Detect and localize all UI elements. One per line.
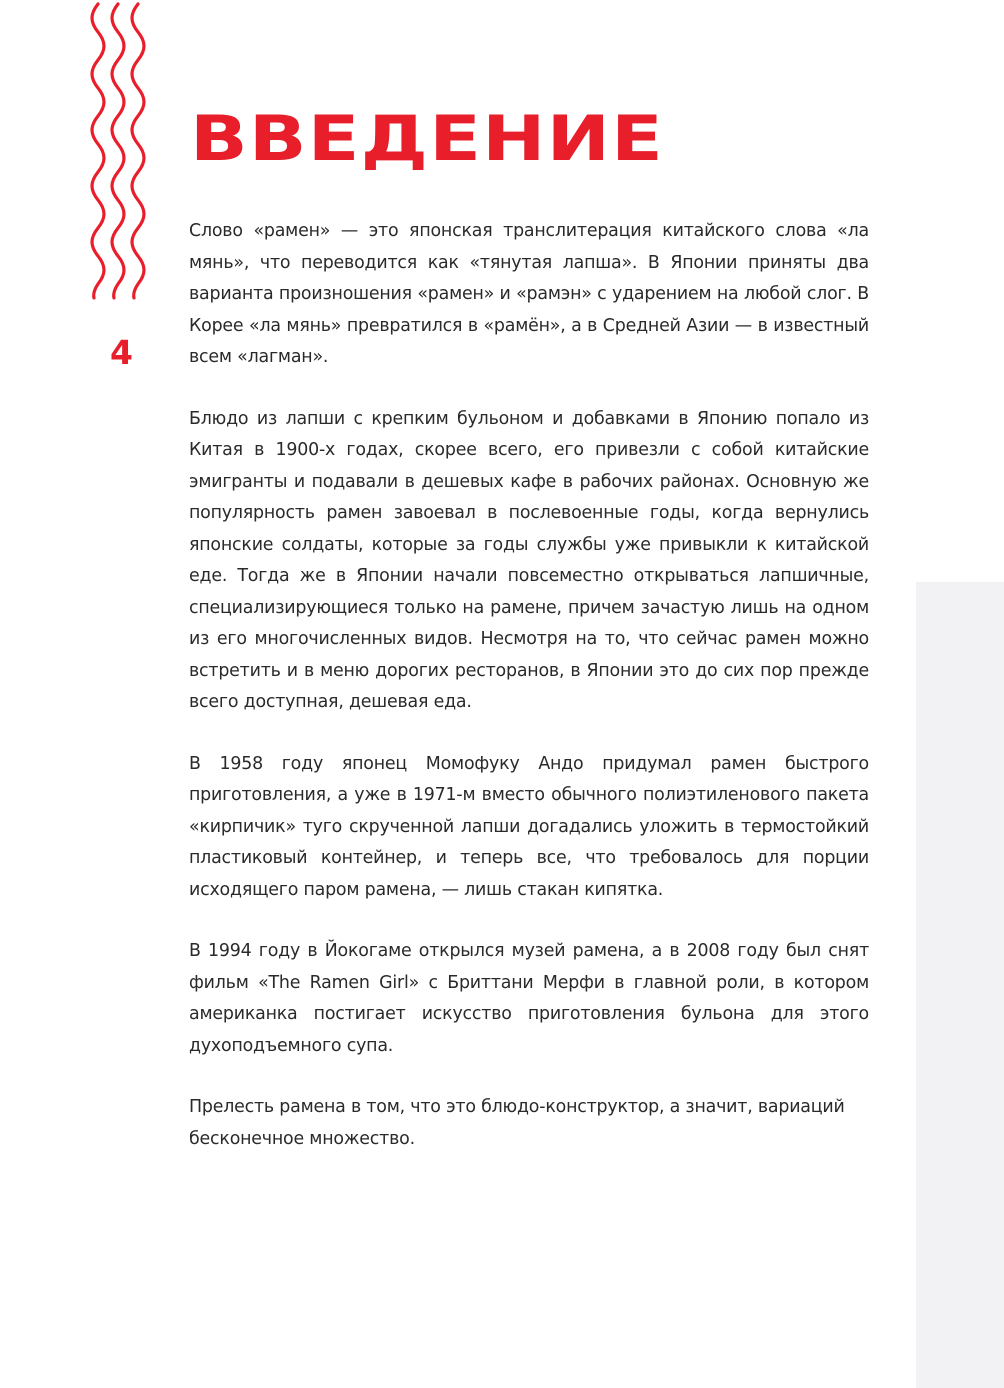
- page-title: ВВЕДЕНИЕ: [190, 102, 665, 175]
- wavy-noodles-icon: [88, 0, 148, 300]
- page-edge-shadow: [916, 582, 1004, 1388]
- paragraph: Слово «рамен» — это японская транслитерация китайского слова «ла мянь», что переводится как «тянутая лапша». В Японии приняты два варианта произношения «рамен» и «рамэн» с ударением на любой слог. В Корее «ла мянь» превратился в «рамён», а в Средней Азии — в известный всем «лагман».: [189, 221, 869, 367]
- page-number: 4: [110, 333, 133, 372]
- noodle-strand-2: [112, 4, 124, 298]
- noodle-strands: [92, 4, 144, 298]
- noodle-strand-3: [132, 4, 144, 298]
- paragraph: В 1958 году японец Момофуку Андо придумал рамен быстрого приготовления, а уже в 1971-м вместо обычного полиэтиленового пакета «кирпичик» туго скрученной лапши догадались уложить в термостойкий пластиковый контейнер, и теперь все, что требовалось для порции исходящего паром рамена, — лишь стакан кипятка.: [189, 753, 869, 900]
- paragraph: Блюдо из лапши с крепким бульоном и добавками в Японию попало из Китая в 1900-х годах, скорее всего, его привезли с собой китайские эмигранты и подавали в дешевых кафе в рабочих районах. Основную же популярность рамен завоевал в послевоенные годы, когда вернулись японские солдаты, которые за годы службы уже привыкли к китайской еде. Тогда же в Японии начали повсеместно открываться лапшичные, специализирующиеся только на рамене, причем зачастую лишь на одном из его многочисленных видов. Несмотря на то, что сейчас рамен можно встретить и в меню дорогих ресторанов, в Японии это до сих пор прежде всего доступная, дешевая еда.: [189, 408, 869, 712]
- paragraph: В 1994 году в Йокогаме открылся музей рамена, а в 2008 году был снят фильм «The Ramen Girl» с Бриттани Мерфи в главной роли, в котором американка постигает искусство приготовления бульона для этого духоподъемного супа.: [189, 941, 869, 1056]
- noodle-strand-1: [92, 4, 104, 298]
- body-text: [189, 216, 869, 1185]
- title-block: [190, 102, 665, 175]
- paragraph: Прелесть рамена в том, что это блюдо-конструктор, а значит, вариаций бесконечное множество.: [189, 1097, 845, 1149]
